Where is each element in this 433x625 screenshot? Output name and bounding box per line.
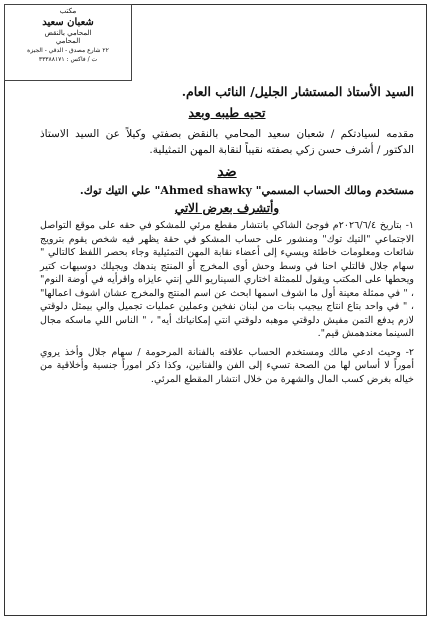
respondent-line: مستخدم ومالك الحساب المسمي" Ahmed shawky" علي التيك توك. [79, 184, 414, 197]
letterhead-address: ٢٢ شارع مصدق - الدقي - الجيزة [27, 47, 109, 55]
greeting-line: تحيه طيبه وبعد [188, 105, 266, 120]
against-heading: ضد [217, 164, 237, 180]
complaint-paragraph-1: ١- بتاريخ ٢٠٢٦/٦/٤م فوجئ الشاكي بانتشار مقطع مرئي للمشكو في حقه على موقع التواصل الاجتماعي "التيك توك" ومنشور على حساب المشكو في حقة يظهر فيه شخص يقوم بترويج شائعات ومعلومات خاطئة ويسيء إلى أعضاء نقابة المهن التمثيلية وجاء بحصر اللفظ كالتالي " سهام جلال قالتلي احنا في وسط وحش أوى المخرج أو المنتج يندهك ويجيلك دوسيهات كتير ويحطها على المكتب ويقول للممثلة اختاري السيناريو اللي إنتي عايزاه واقرأيه في أوضة النوم" ، " في ممثلة معينة أول ما اشوف اسمها ابحث عن اسم المنتج والمخرج عشان اشوف اعمالها" ، " في واحد بتاع انتاج بيجيب بنات من لبنان نفخين وعملين عمليات تجميل والي بيمثل دلوقتي لازم يدفع التمن مفيش دلوقتي موهبه دلوقتي انتي إمكانياتك أيه" ، " الناس اللي ماسكه مجال السينما معندهمش قيم". [40, 220, 414, 339]
letterhead-phone: ت / فاكس : ٣٣٣٨٨١٧١ [38, 55, 98, 63]
letterhead-title: المحامي بالنقض [44, 28, 92, 37]
document-body [40, 84, 414, 386]
complaint-paragraph-2: ٢- وحيث ادعي مالك ومستخدم الحساب علاقته بالفنانة المرحومة / سهام جلال وأخذ يروي أموراً لا أساس لها من الصحة تسيء إلى الفن والفنانين، وكذا ذكر اموراً جنسية وأخلاقية من خياله بغرض كسب المال والشهرة من خلال انتشار المقطع المرئي. [40, 346, 414, 385]
honor-heading: وأتشرف بعرض الاتي [174, 201, 280, 215]
letterhead-office: مكتب [59, 7, 77, 15]
intro-paragraph: مقدمه لسيادتكم / شعبان سعيد المحامي بالنقض بصفتي وكيلاً عن السيد الاستاذ الدكتور / أشرف حسن زكي بصفته نقيباً لنقابة المهن التمثيلية. [40, 128, 414, 156]
letterhead-name: شعبان سعيد [42, 16, 94, 28]
letterhead-box [4, 4, 132, 81]
letterhead-subtitle: المحامي [55, 37, 81, 46]
addressee-line: السيد الأستاذ المستشار الجليل/ النائب العام. [181, 84, 414, 99]
